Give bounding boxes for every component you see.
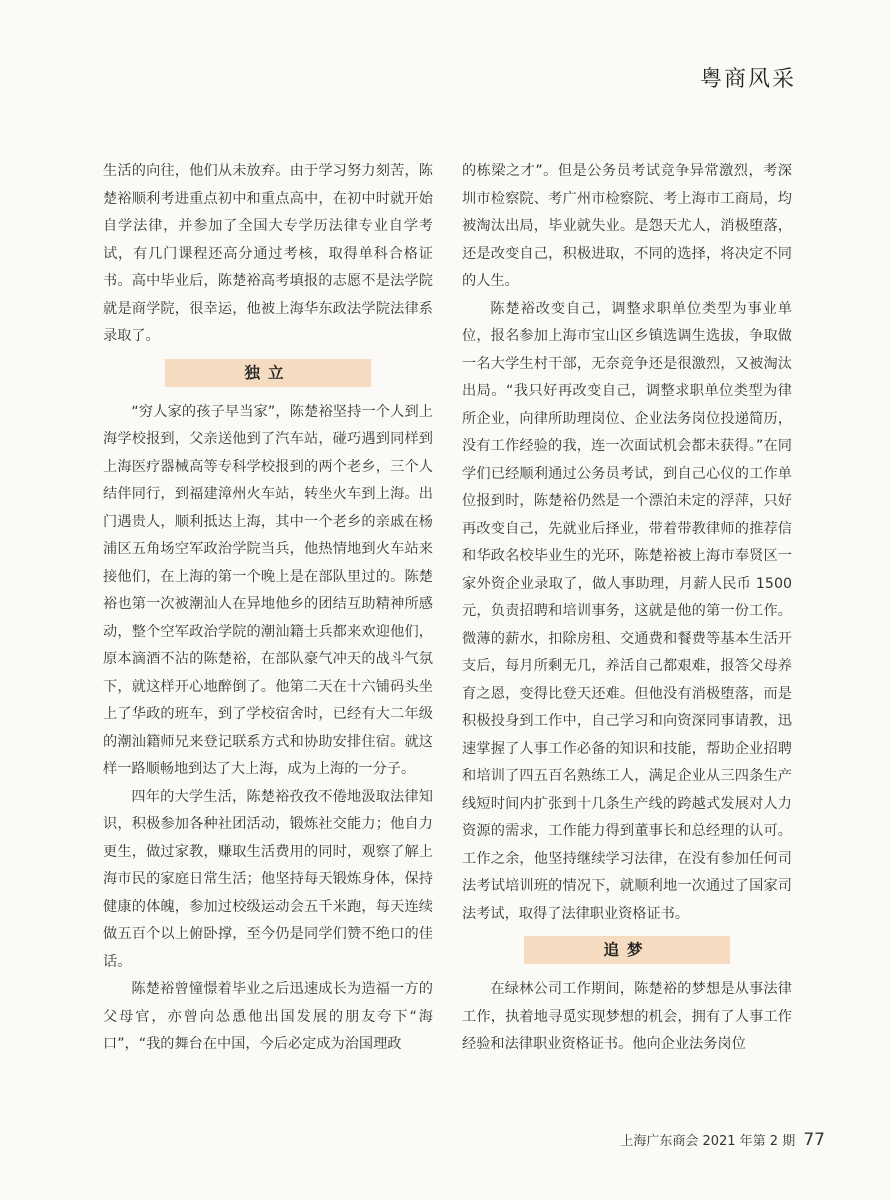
paragraph: 陈楚裕曾憧憬着毕业之后迅速成长为造福一方的父母官，亦曾向怂恿他出国发展的朋友夸下“海口”，“我的舞台在中国，今后必定成为治国理政 [103,981,433,1052]
section-title: 粤商风采 [699,67,796,92]
paragraph: “穷人家的孩子早当家”，陈楚裕坚持一个人到上海学校报到，父亲送他到了汽车站，碰巧遇到同样到上海医疗器械高等专科学校报到的两个老乡，三个人结伴同行，到福建漳州火车站，转坐火车到上海。出门遇贵人，顺利抵达上海，其中一个老乡的亲戚在杨浦区五角场空军政治学院当兵，他热情地到火车站来接他们，在上海的第一个晚上是在部队里过的。陈楚裕也第一次被潮汕人在异地他乡的团结互助精神所感动，整个空军政治学院的潮汕籍士兵都来欢迎他们，原本滴酒不沾的陈楚裕，在部队豪气冲天的战斗气氛下，就这样开心地醉倒了。他第二天在十六铺码头坐上了华政的班车，到了学校宿舍时，已经有大二年级的潮汕籍师兄来登记联系方式和协助安排住宿。就这样一路顺畅地到达了大上海，成为上海的一分子。 [103,403,433,777]
paragraph: 在绿林公司工作期间，陈楚裕的梦想是从事法律工作，执着地寻觅实现梦想的机会，拥有了人事工作经验和法律职业资格证书。他向企业法务岗位 [462,981,792,1052]
paragraph: 陈楚裕改变自己，调整求职单位类型为事业单位，报名参加上海市宝山区乡镇选调生选拔，争取做一名大学生村干部，无奈竞争还是很激烈，又被淘汰出局。“我只好再改变自己，调整求职单位类型为律所企业，向律所助理岗位、企业法务岗位投递简历，没有工作经验的我，连一次面试机会都未获得。”在同学们已经顺利通过公务员考试，到自己心仪的工作单位报到时，陈楚裕仍然是一个漂泊未定的浮萍，只好再改变自己，先就业后择业，带着带教律师的推荐信和华政名校毕业生的光环，陈楚裕被上海市奉贤区一家外资企业录取了，做人事助理，月薪人民币 1500 元，负责招聘和培训事务，这就是他的第一份工作。微薄的薪水，扣除房租、交通费和餐费等基本生活开支后，每月所剩无几，养活自己都艰难，报答父母养育之恩，变得比登天还难。但他没有消极堕落，而是积极投身到工作中，自己学习和向资深同事请教，迅速掌握了人事工作必备的知识和技能，帮助企业招聘和培训了四五百名熟练工人，满足企业从三四条生产线短时间内扩张到十几条生产线的跨越式发展对人力资源的需求，工作能力得到董事长和总经理的认可。工作之余，他坚持继续学习法律，在没有参加任何司法考试培训班的情况下，就顺利地一次通过了国家司法考试，取得了法律职业资格证书。 [462,300,792,922]
section-heading-dream: 追梦 [524,936,730,964]
paragraph: 生活的向往，他们从未放弃。由于学习努力刻苦，陈楚裕顺利考进重点初中和重点高中，在初中时就开始自学法律，并参加了全国大专学历法律专业自学考试，有几门课程还高分通过考核，取得单科合格证书。高中毕业后，陈楚裕高考填报的志愿不是法学院就是商学院，很幸运，他被上海华东政法学院法律系录取了。 [103,163,433,344]
right-column [462,158,792,1059]
left-column [103,158,433,1059]
page-footer [620,1130,825,1150]
paragraph: 的栋梁之才”。但是公务员考试竞争异常激烈，考深圳市检察院、考广州市检察院、考上海市工商局，均被淘汰出局，毕业就失业。是怨天尤人，消极堕落，还是改变自己，积极进取，不同的选择，将决定不同的人生。 [462,163,792,289]
section-heading-independence: 独立 [165,359,371,387]
paragraph: 四年的大学生活，陈楚裕孜孜不倦地汲取法律知识，积极参加各种社团活动，锻炼社交能力；他自力更生，做过家教，赚取生活费用的同时，观察了解上海市民的家庭日常生活；他坚持每天锻炼身体，保持健康的体魄，参加过校级运动会五千米跑，每天连续做五百个以上俯卧撑，至今仍是同学们赞不绝口的佳话。 [103,788,433,970]
page-number: 77 [803,1130,825,1150]
publication-name: 上海广东商会 2021 年第 2 期 [620,1134,796,1149]
